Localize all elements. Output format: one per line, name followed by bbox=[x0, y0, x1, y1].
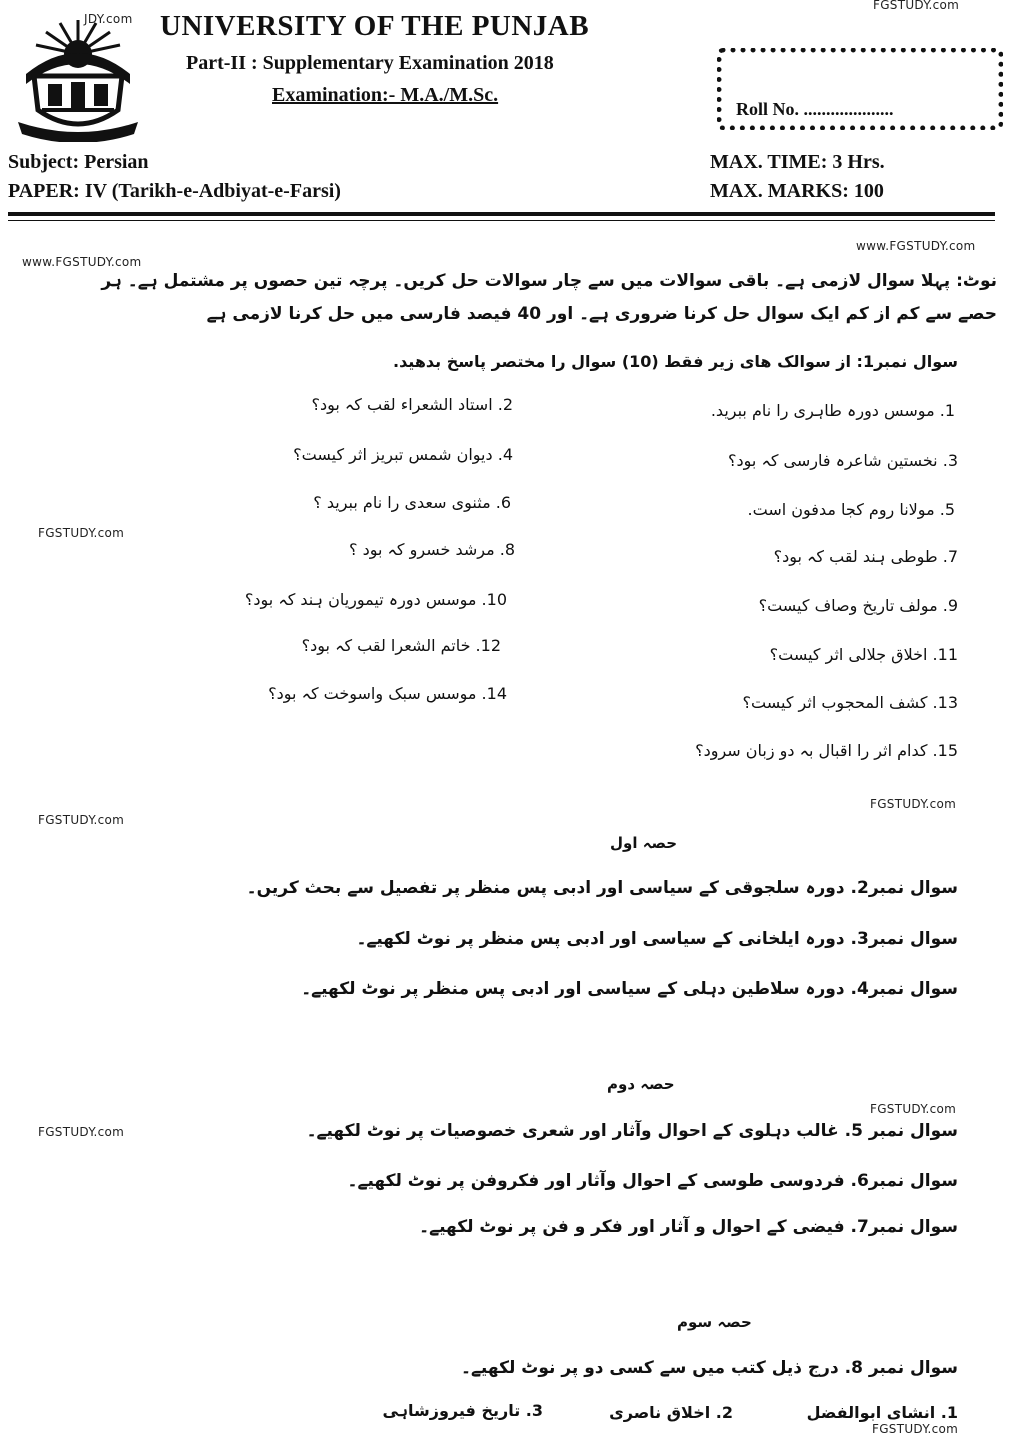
question-6: سوال نمبر6. فردوسی طوسی کے احوال وآثار اور فکروفن پر نوٹ لکھیے۔ bbox=[347, 1171, 958, 1191]
header-divider-thick bbox=[8, 212, 995, 216]
examination-title: Examination:- M.A./M.Sc. bbox=[272, 84, 499, 106]
question-4: سوال نمبر4. دورہ سلاطین دہلی کے سیاسی اور ادبی پس منظر پر نوٹ لکھیے۔ bbox=[301, 979, 958, 999]
book-item-3: 3. تاریخ فیروزشاہی bbox=[382, 1401, 543, 1420]
watermark: FGSTUDY.com bbox=[870, 797, 957, 811]
book-item-2: 2. اخلاق ناصری bbox=[609, 1403, 733, 1422]
q1-item-11: 11. اخلاق جلالی اثر کیست؟ bbox=[769, 645, 958, 664]
q1-item-3: 3. نخستین شاعرہ فارسی کہ بود؟ bbox=[728, 451, 958, 470]
q1-item-14: 14. موسس سبک واسوخت کہ بود؟ bbox=[268, 684, 507, 703]
university-crest-logo bbox=[8, 14, 148, 142]
exam-part-title: Part-II : Supplementary Examination 2018 bbox=[186, 52, 554, 74]
q1-item-7: 7. طوطی ہند لقب کہ بود؟ bbox=[773, 547, 958, 566]
question-7: سوال نمبر7. فیضی کے احوال و آثار اور فکر و فن پر نوٹ لکھیے۔ bbox=[419, 1217, 958, 1237]
q1-item-6: 6. مثنوی سعدی را نام ببرید ؟ bbox=[313, 493, 511, 512]
subject-label: Subject: Persian bbox=[8, 151, 149, 173]
instruction-note-line1: نوٹ: پہلا سوال لازمی ہے۔ باقی سوالات میں سے چار سوالات حل کریں۔ پرچہ تین حصوں پر مشتمل ہے۔ ہر bbox=[101, 271, 997, 291]
part-2-title: حصہ دوم bbox=[607, 1075, 675, 1093]
q1-item-1: 1. موسس دورہ طاہری را نام ببرید. bbox=[710, 401, 955, 420]
question-3: سوال نمبر3. دورہ ایلخانی کے سیاسی اور ادبی پس منظر پر نوٹ لکھیے۔ bbox=[356, 929, 958, 949]
max-marks-label: MAX. MARKS: 100 bbox=[710, 180, 884, 202]
paper-label: PAPER: IV (Tarikh-e-Adbiyat-e-Farsi) bbox=[8, 180, 341, 202]
watermark: FGSTUDY.com bbox=[873, 0, 960, 12]
watermark: FGSTUDY.com bbox=[38, 526, 125, 540]
q1-item-2: 2. استاد الشعراء لقب کہ بود؟ bbox=[311, 395, 513, 414]
question-8: سوال نمبر 8. درج ذیل کتب میں سے کسی دو پر نوٹ لکھیے۔ bbox=[461, 1358, 958, 1378]
q1-item-15: 15. کدام اثر را اقبال بہ دو زبان سرود؟ bbox=[695, 741, 958, 760]
university-name: UNIVERSITY OF THE PUNJAB bbox=[160, 10, 590, 42]
question-5: سوال نمبر 5. غالب دہلوی کے احوال وآثار اور شعری خصوصیات پر نوٹ لکھیے۔ bbox=[306, 1121, 958, 1141]
watermark: www.FGSTUDY.com bbox=[856, 239, 976, 253]
header-divider-thin bbox=[8, 220, 995, 221]
part-1-title: حصہ اول bbox=[610, 834, 678, 852]
watermark: FGSTUDY.com bbox=[870, 1102, 957, 1116]
q1-item-10: 10. موسس دورہ تیموریان ہند کہ بود؟ bbox=[244, 590, 507, 609]
book-item-1: 1. انشای ابوالفضل bbox=[806, 1403, 958, 1422]
watermark: FGSTUDY.com bbox=[38, 813, 125, 827]
roll-number-label: Roll No. .................... bbox=[736, 99, 894, 119]
question-1-heading: سوال نمبر1: از سوالک های زیر فقط (10) سوال را مختصر پاسخ بدهید. bbox=[392, 352, 958, 371]
q1-item-13: 13. کشف المحجوب اثر کیست؟ bbox=[742, 693, 958, 712]
watermark: JDY.com bbox=[84, 12, 133, 26]
roll-number-box bbox=[717, 48, 1003, 130]
q1-item-9: 9. مولف تاریخ وصاف کیست؟ bbox=[758, 596, 958, 615]
part-3-title: حصہ سوم bbox=[677, 1313, 752, 1331]
q1-item-5: 5. مولانا روم کجا مدفون است. bbox=[747, 500, 955, 519]
watermark: FGSTUDY.com bbox=[872, 1422, 959, 1436]
question-2: سوال نمبر2. دورہ سلجوقی کے سیاسی اور ادبی پس منظر پر تفصیل سے بحث کریں۔ bbox=[246, 878, 958, 898]
watermark: www.FGSTUDY.com bbox=[22, 255, 142, 269]
watermark: FGSTUDY.com bbox=[38, 1125, 125, 1139]
max-time-label: MAX. TIME: 3 Hrs. bbox=[710, 151, 885, 173]
q1-item-12: 12. خاتم الشعرا لقب کہ بود؟ bbox=[301, 636, 501, 655]
q1-item-8: 8. مرشد خسرو کہ بود ؟ bbox=[349, 540, 515, 559]
instruction-note-line2: حصے سے کم از کم ایک سوال حل کرنا ضروری ہے۔ اور 40 فیصد فارسی میں حل کرنا لازمی ہے bbox=[206, 304, 997, 324]
q1-item-4: 4. دیوان شمس تبریز اثر کیست؟ bbox=[293, 445, 513, 464]
